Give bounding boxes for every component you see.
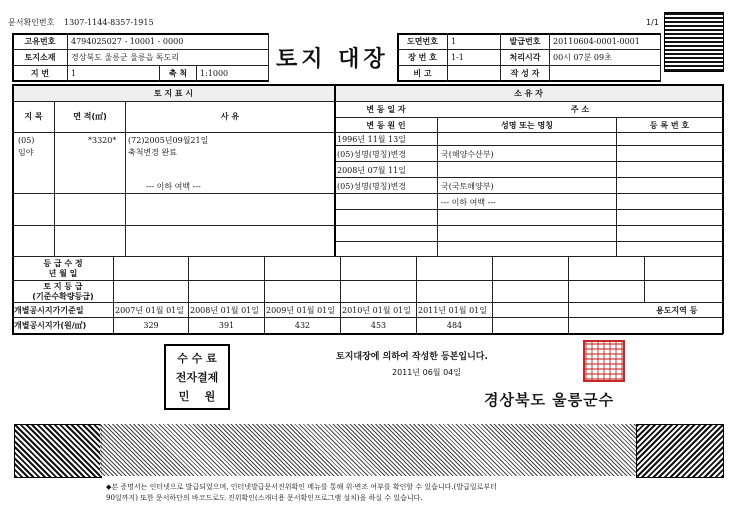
land-section-title: 토 지 표 시 bbox=[153, 89, 194, 98]
price-date-5: 2011년 01월 01일 bbox=[418, 306, 487, 315]
official-seal bbox=[583, 340, 625, 382]
reason-line-1: (72)2005년09월21일 bbox=[128, 136, 209, 145]
col-category: 지 목 bbox=[24, 112, 43, 121]
category-name: 임야 bbox=[18, 148, 34, 157]
page-number: 1/1 bbox=[646, 18, 659, 27]
doc-confirm-label: 문서확인번호 bbox=[8, 18, 55, 27]
process-time-label: 처리시각 bbox=[509, 53, 541, 62]
scale-label: 축 척 bbox=[168, 69, 188, 78]
fee-line-3: 민 원 bbox=[178, 390, 216, 403]
fee-line-2: 전자결제 bbox=[175, 371, 219, 384]
footer-notice-line-2: 90일까지) 또한 문서하단의 바코드로도 진위확인(스캐너용 문서확인프로그램 설치)을 하실 수 있습니다. bbox=[106, 494, 423, 502]
location-label: 토지소재 bbox=[24, 53, 56, 62]
price-value-2: 391 bbox=[218, 321, 235, 330]
issuer-name: 경상북도 울릉군수 bbox=[484, 391, 615, 409]
map-no-label: 도면번호 bbox=[407, 37, 438, 46]
land-grade-label-2: (기준수확량등급) bbox=[32, 292, 94, 301]
col-address: 주 소 bbox=[570, 105, 590, 114]
owner-row-1-name: 국(해양수산부) bbox=[441, 150, 494, 159]
note-label: 비 고 bbox=[413, 69, 432, 78]
security-pattern bbox=[100, 424, 636, 476]
issue-no-value: 20110604-0001-0001 bbox=[553, 37, 640, 46]
document-title: 토지 대장 bbox=[276, 47, 389, 72]
location-value: 경상북도 울릉군 울릉읍 독도리 bbox=[71, 53, 180, 62]
process-time-value: 00시 07분 09초 bbox=[553, 53, 612, 62]
price-date-4: 2010년 01월 01일 bbox=[342, 306, 411, 315]
owner-row-1-cause: (05)성명(명칭)변경 bbox=[337, 150, 407, 159]
unique-no-label: 고유번호 bbox=[24, 37, 56, 46]
barcode-left bbox=[14, 424, 102, 478]
col-change-date: 변 동 일 자 bbox=[366, 105, 406, 114]
fee-box bbox=[164, 344, 230, 410]
scale-value: 1:1000 bbox=[200, 69, 229, 78]
price-value-label: 개별공시지가(원/㎡) bbox=[14, 321, 87, 330]
fee-line-1: 수 수 료 bbox=[177, 352, 217, 365]
zone-label: 용도지역 등 bbox=[656, 306, 698, 315]
reason-line-2: 축척변경 완료 bbox=[128, 148, 177, 157]
col-owner-name: 성명 또는 명칭 bbox=[501, 121, 553, 130]
grade-revision-label-1: 등 급 수 정 bbox=[43, 259, 83, 268]
certification-seal-code bbox=[664, 12, 724, 72]
map-no-value: 1 bbox=[451, 37, 457, 46]
price-date-3: 2009년 01월 01일 bbox=[266, 306, 335, 315]
lot-value: 1 bbox=[71, 69, 77, 78]
owner-end-marker: --- 이하 여백 --- bbox=[441, 198, 496, 207]
grade-revision-label-2: 년 월 일 bbox=[48, 269, 78, 278]
sheet-no-value: 1-1 bbox=[451, 53, 464, 62]
statement-text: 토지대장에 의하여 작성한 등본입니다. bbox=[336, 352, 488, 362]
col-reason: 사 유 bbox=[220, 112, 240, 121]
price-value-5: 484 bbox=[446, 321, 463, 330]
doc-confirm-number: 1307-1144-8357-1915 bbox=[64, 18, 154, 27]
price-date-2: 2008년 01월 01일 bbox=[190, 306, 259, 315]
barcode-right bbox=[636, 424, 724, 478]
unique-no-value: 4794025027 - 10001 - 0000 bbox=[71, 37, 184, 46]
owner-row-1-date: 1996년 11월 13일 bbox=[337, 135, 406, 144]
owner-section-title: 소 유 자 bbox=[514, 89, 543, 98]
author-label: 작 성 자 bbox=[510, 69, 540, 78]
price-base-date-label: 개별공시지가기준일 bbox=[14, 306, 84, 315]
col-reg-no: 등 록 번 호 bbox=[649, 121, 690, 130]
footer-notice-line-1: ◆본 증명서는 인터넷으로 발급되었으며, 인터넷발급문서진위확인 메뉴를 통해 위·변조 여부를 확인할 수 있습니다.(발급일로부터 bbox=[106, 483, 497, 491]
category-code: (05) bbox=[18, 136, 35, 145]
price-value-4: 453 bbox=[370, 321, 387, 330]
price-value-3: 432 bbox=[294, 321, 311, 330]
price-value-1: 329 bbox=[143, 321, 159, 330]
reason-end-marker: --- 이하 여백 --- bbox=[146, 182, 201, 191]
sheet-no-label: 장 번 호 bbox=[408, 53, 437, 62]
statement-date: 2011년 06월 04일 bbox=[392, 368, 461, 377]
col-change-cause: 변 동 원 인 bbox=[366, 121, 406, 130]
owner-row-2-cause: (05)성명(명칭)변경 bbox=[337, 182, 407, 191]
lot-label: 지 번 bbox=[30, 69, 50, 78]
owner-row-2-date: 2008년 07월 11일 bbox=[337, 166, 406, 175]
area-value: *3320* bbox=[88, 136, 117, 145]
issue-no-label: 발급번호 bbox=[509, 37, 541, 46]
col-area: 면 적(㎡) bbox=[73, 112, 107, 121]
price-date-1: 2007년 01월 01일 bbox=[115, 306, 184, 315]
land-grade-label-1: 토 지 등 급 bbox=[43, 282, 83, 291]
owner-row-2-name: 국(국토해양부) bbox=[441, 182, 494, 191]
